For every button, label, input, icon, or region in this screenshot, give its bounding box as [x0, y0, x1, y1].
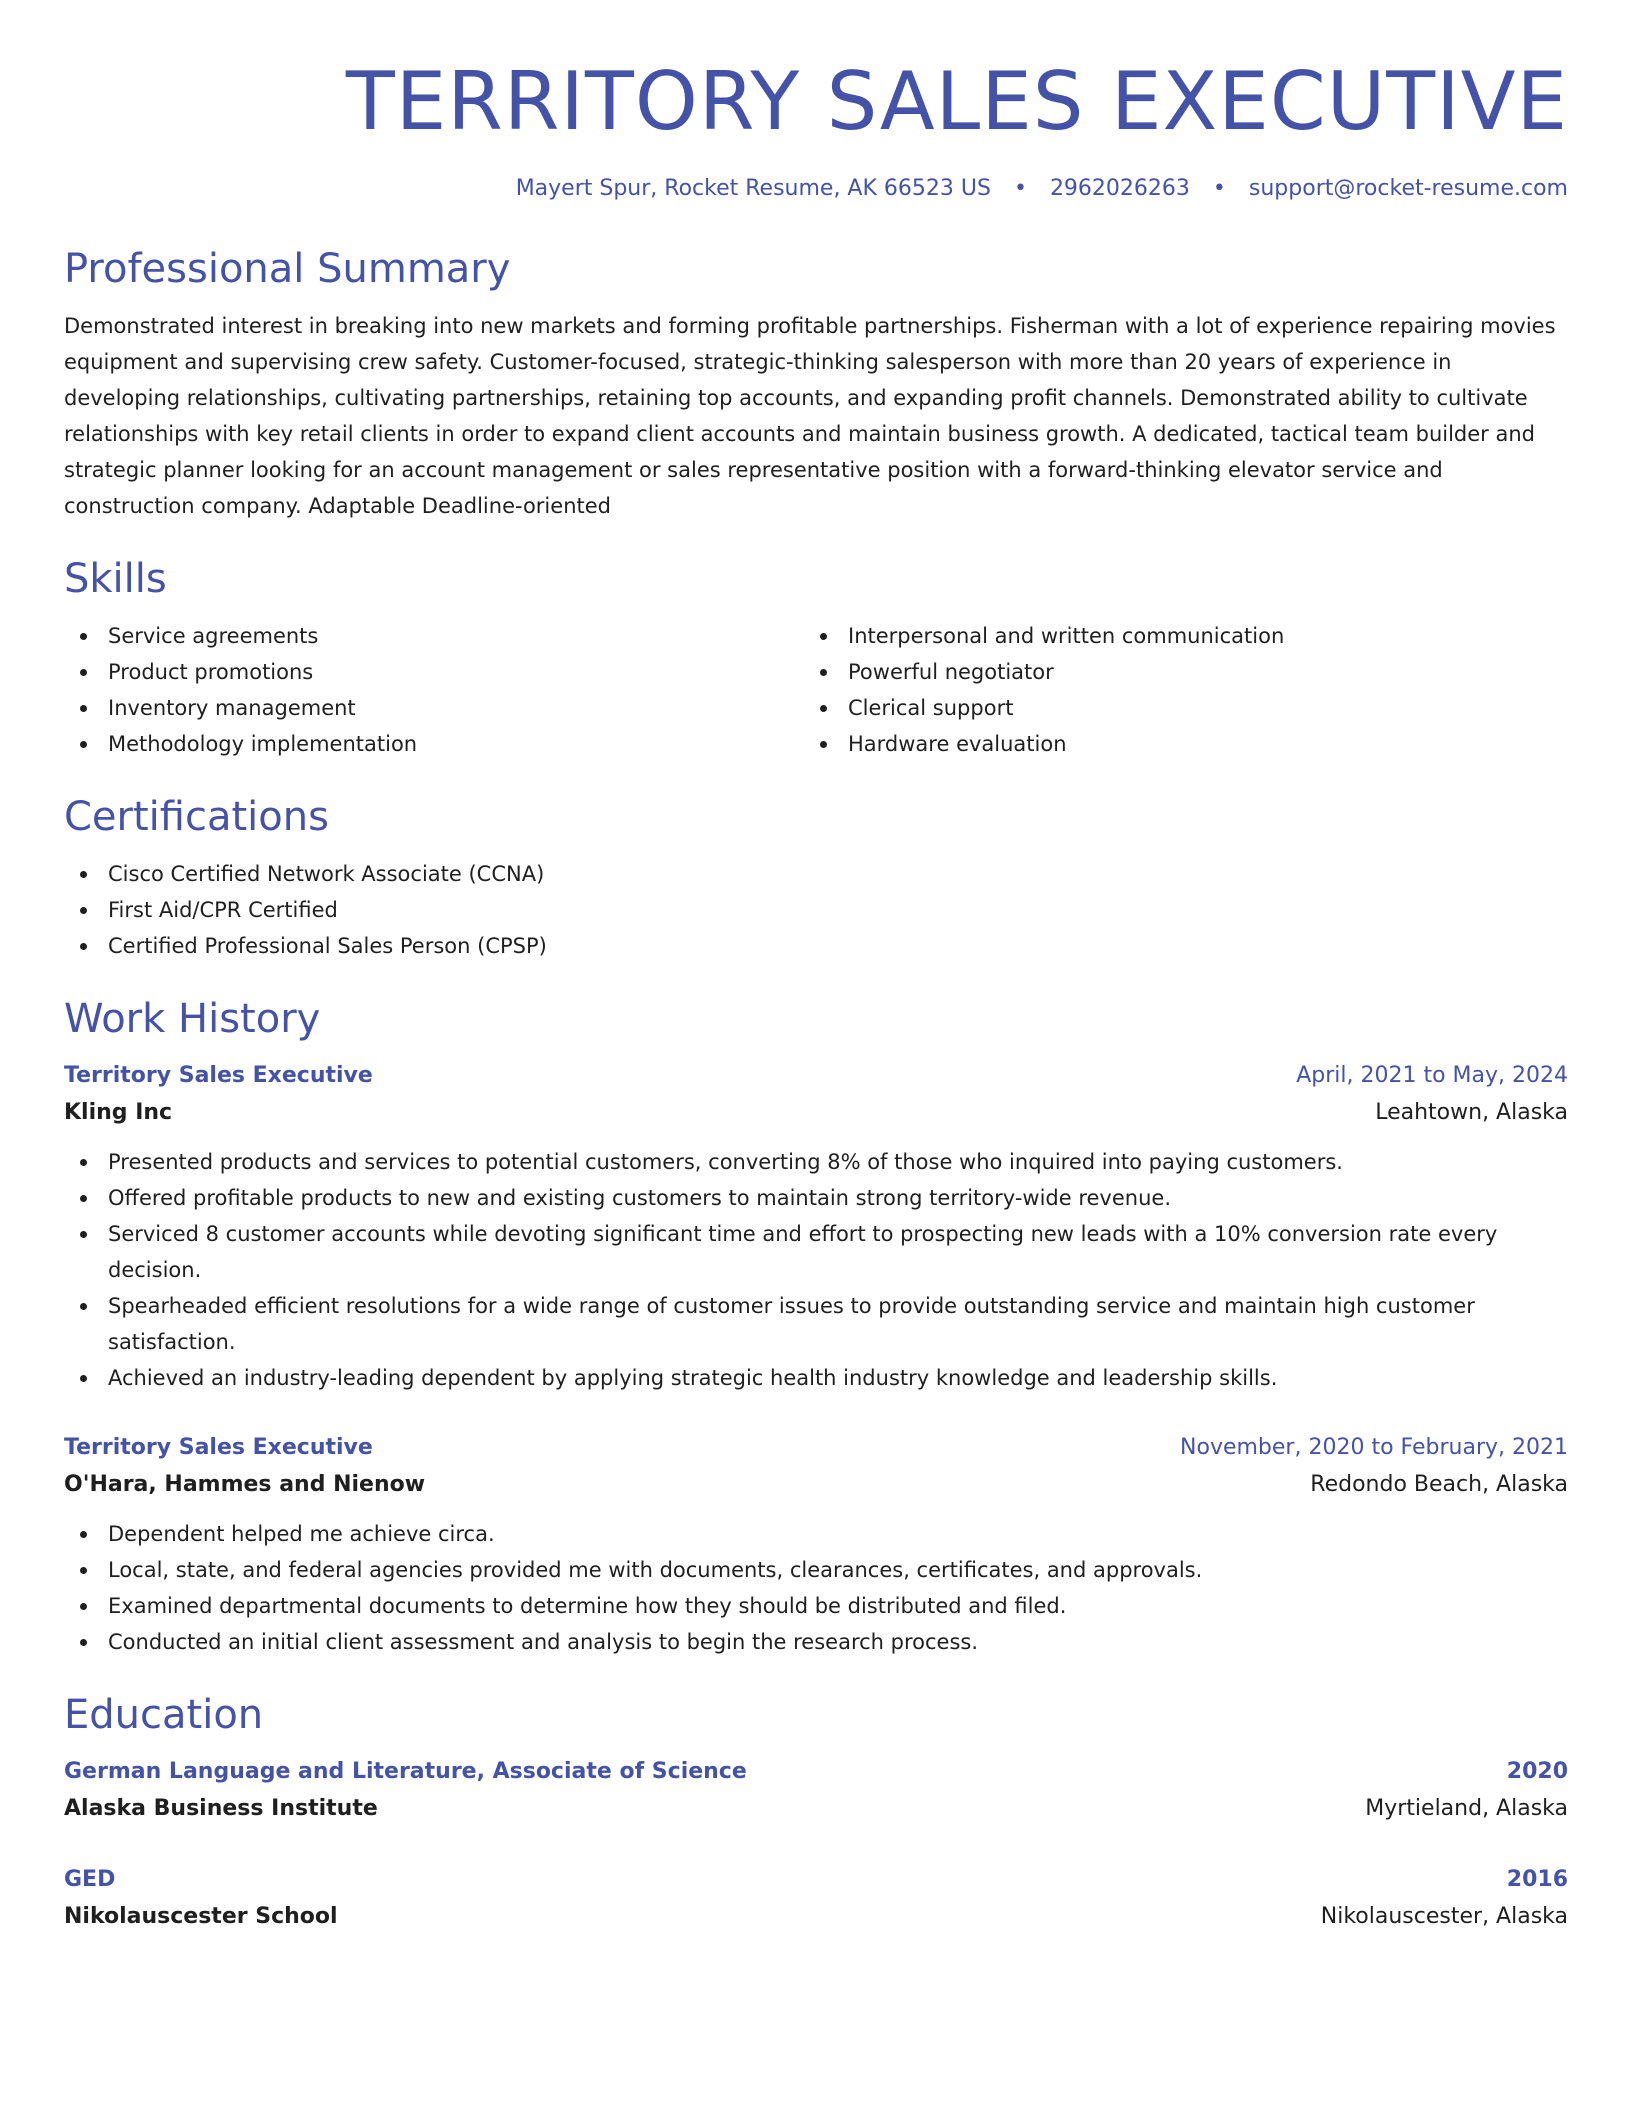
skills-list-right: [804, 618, 1544, 762]
separator-dot: •: [1013, 176, 1027, 201]
resume-header: [64, 0, 1568, 204]
skill-item: Interpersonal and written communication: [804, 618, 1544, 654]
summary-section: [64, 244, 1568, 524]
education-entry: [64, 1862, 1568, 1936]
separator-dot: •: [1212, 176, 1226, 201]
work-history-heading: Work History: [64, 996, 321, 1042]
job-bullet: Dependent helped me achieve circa.: [64, 1516, 1568, 1552]
school-row: [64, 1790, 1568, 1828]
skill-item: Powerful negotiator: [804, 654, 1544, 690]
education-heading: Education: [64, 1692, 264, 1738]
contact-line: [64, 174, 1568, 204]
skills-grid: [64, 618, 1568, 762]
school-name: Alaska Business Institute: [64, 1796, 378, 1821]
certifications-list: [64, 856, 1568, 964]
job-bullet: Conducted an initial client assessment and analysis to begin the research process.: [64, 1624, 1568, 1660]
job-location: Leahtown, Alaska: [1375, 1100, 1568, 1125]
job-bullet: Examined departmental documents to determine how they should be distributed and filed.: [64, 1588, 1568, 1624]
job-bullets: [64, 1516, 1568, 1660]
skills-column-left: [64, 618, 804, 762]
job-title-row: [64, 1430, 1568, 1466]
degree-title: German Language and Literature, Associate of Science: [64, 1759, 747, 1784]
summary-heading: Professional Summary: [64, 246, 511, 292]
job-title-row: [64, 1058, 1568, 1094]
skill-item: Service agreements: [64, 618, 804, 654]
graduation-year: 2016: [1506, 1867, 1568, 1892]
job-title: Territory Sales Executive: [64, 1435, 373, 1460]
certification-item: Cisco Certified Network Associate (CCNA): [64, 856, 1568, 892]
degree-row: [64, 1862, 1568, 1898]
skill-item: Clerical support: [804, 690, 1544, 726]
job-bullet: Serviced 8 customer accounts while devoting significant time and effort to prospecting new leads with a 10% conversion rate every decision.: [64, 1216, 1568, 1288]
job-bullet: Achieved an industry-leading dependent by applying strategic health industry knowledge and leadership skills.: [64, 1360, 1568, 1396]
school-location: Myrtieland, Alaska: [1365, 1796, 1568, 1821]
job-entry: [64, 1058, 1568, 1396]
school-row: [64, 1898, 1568, 1936]
address-text: Mayert Spur, Rocket Resume, AK 66523 US: [515, 176, 991, 201]
job-bullet: Spearheaded efficient resolutions for a wide range of customer issues to provide outstanding service and maintain high customer satisfaction.: [64, 1288, 1568, 1360]
education-entry: [64, 1754, 1568, 1828]
company-name: O'Hara, Hammes and Nienow: [64, 1472, 426, 1497]
job-bullet: Local, state, and federal agencies provided me with documents, clearances, certificates, and approvals.: [64, 1552, 1568, 1588]
job-company-row: [64, 1466, 1568, 1504]
certification-item: Certified Professional Sales Person (CPSP): [64, 928, 1568, 964]
job-location: Redondo Beach, Alaska: [1310, 1472, 1568, 1497]
work-history-section: [64, 994, 1568, 1660]
phone-text: 2962026263: [1049, 176, 1190, 201]
skill-item: Product promotions: [64, 654, 804, 690]
degree-title: GED: [64, 1867, 116, 1892]
page-title: TERRITORY SALES EXECUTIVE: [345, 55, 1568, 148]
job-bullets: [64, 1144, 1568, 1396]
company-name: Kling Inc: [64, 1100, 173, 1125]
certifications-section: [64, 792, 1568, 964]
job-dates: April, 2021 to May, 2024: [1296, 1063, 1568, 1088]
job-company-row: [64, 1094, 1568, 1132]
school-name: Nikolauscester School: [64, 1904, 338, 1929]
degree-row: [64, 1754, 1568, 1790]
graduation-year: 2020: [1506, 1759, 1568, 1784]
summary-text: Demonstrated interest in breaking into new markets and forming profitable partnerships. Fisherman with a lot of experience repairing movies equipment and supervising crew safety. Customer-focused, strategic-thinking salesperson with more than 20 years of experience in developing relationships, cultivating partnerships, retaining top accounts, and expanding profit channels. Demonstrated ability to cultivate relationships with key retail clients in order to expand client accounts and maintain business growth. A dedicated, tactical team builder and strategic planner looking for an account management or sales representative position with a forward-thinking elevator service and construction company. Adaptable Deadline-oriented: [64, 314, 1556, 518]
skills-heading: Skills: [64, 556, 167, 602]
email-link[interactable]: support@rocket-resume.com: [1248, 176, 1568, 201]
skill-item: Methodology implementation: [64, 726, 804, 762]
job-dates: November, 2020 to February, 2021: [1180, 1435, 1568, 1460]
skill-item: Inventory management: [64, 690, 804, 726]
skill-item: Hardware evaluation: [804, 726, 1544, 762]
job-bullet: Presented products and services to potential customers, converting 8% of those who inquired into paying customers.: [64, 1144, 1568, 1180]
education-section: [64, 1690, 1568, 1936]
job-title: Territory Sales Executive: [64, 1063, 373, 1088]
skills-section: [64, 554, 1568, 762]
skills-column-right: [804, 618, 1544, 762]
job-bullet: Offered profitable products to new and existing customers to maintain strong territory-wide revenue.: [64, 1180, 1568, 1216]
job-entry: [64, 1430, 1568, 1660]
certifications-heading: Certifications: [64, 794, 329, 840]
school-location: Nikolauscester, Alaska: [1320, 1904, 1568, 1929]
skills-list-left: [64, 618, 804, 762]
certification-item: First Aid/CPR Certified: [64, 892, 1568, 928]
